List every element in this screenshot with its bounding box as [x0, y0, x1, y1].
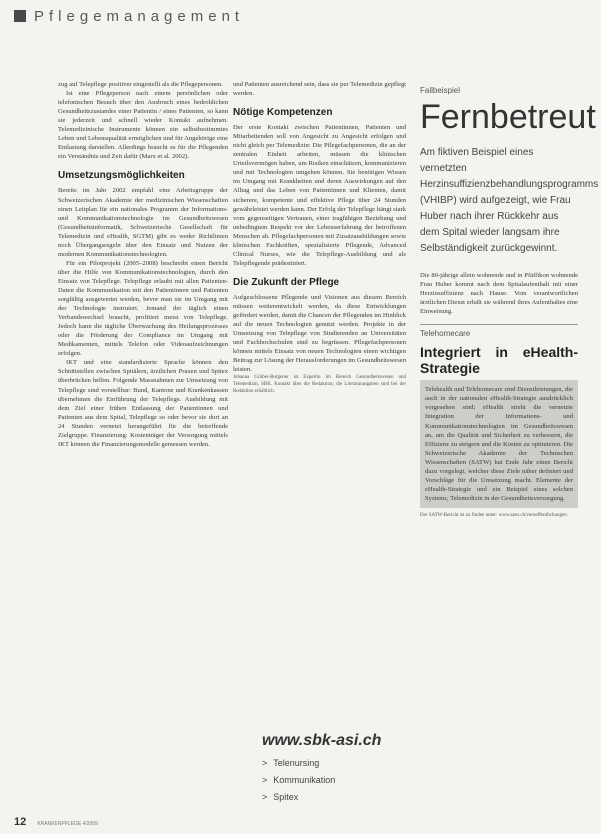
heading-zukunft: Die Zukunft der Pflege [233, 276, 340, 288]
paragraph: und Patienten ausreichend sein, dass sie per Telemedizin gepflegt werden. [233, 81, 406, 98]
box-footnote: Der SATW-Bericht ist zu finden unter: www.satw.ch/veroeffentlichungen [420, 512, 567, 518]
box-text: Telehealth und Telehomecare sind Dienstleistungen, die auch in der nationalen eHealth-Strategie ausdrücklich vorgesehen sind; eHealth strebt die vernetzte Integration der Informations- und Kommunikationstechnologien im Gesundheitswesen an, um die Qualität und Sicherheit zu verbessern, die Effizienz zu steigern und die Kosten zu optimieren. Die Schweizerische Akademie der Technischen Wissenschaften (SATW) hat Ende Jahr einen Bericht dazu vorgelegt, welcher diese Ziele näher definiert und Vorschläge für die Umsetzung macht. Elemente der eHealth-Strategie und ein Beispiel eines solchen Systems, Telemedizin in der Gesundheitsversorgung. [425, 386, 573, 502]
article-column-1 [58, 80, 228, 449]
paragraph: IKT und eine standardisierte Sprache können den Schnittstellen zwischen Spitälern, ärztlichen Praxen und Spitex überbrücken helfen. Folgende Massnahmen zur Umsetzung von Telepflege sind vorstellbar: Bund, Kantone und Krankenkassen übernehmen die Einführung der Telepflege. Ausbildung mit dem Ziel einer frühen Entlassung der Patientinnen und Patienten aus dem Spital, Telepflege so oder bevor sie dort an 24 Stunden vernetzt herangeführt für die betreffende Zielgruppe. Finanzierung: Kostenträger der Versorgung mittels IKT können die Finanzierungsmodelle gemessen werden. [58, 359, 228, 448]
heading-kompetenzen: Nötige Kompetenzen [233, 107, 333, 119]
link-label: Spitex [273, 792, 299, 802]
paragraph: Ist eine Pflegeperson nach einem persönlichen oder telefonischen Besuch über den Ausbruch eines bedrohlichen Gesundheitszustandes einer Patientin / eines Patienten, so kann sie jederzeit und schnell wieder Kontakt aufnehmen. Telemedizinische Instrumente können ein selbstbestimmtes Leben und Lebensqualität ermöglichen und für Angehörige eine Entlastung darstellen. Allerdings braucht es für die Pflegenden ein Verständnis und Zeit dafür (Marx et al. 2002). [58, 90, 228, 161]
arrow-icon: > [262, 792, 268, 802]
article-column-2 [233, 80, 406, 395]
arrow-icon: > [262, 758, 268, 768]
header-square-icon [14, 10, 26, 22]
heading-umsetzung: Umsetzungsmöglichkeiten [58, 170, 185, 182]
paragraph: zug auf Telepflege positiver eingestellt als die Pflegepersonen. [58, 81, 223, 88]
paragraph: Aufgeschlossene Pflegende und Visionen aus diesem Bereich müssen weiterentwickelt werden, da diese Entwicklungen gefördert werden, damit die Chancen der Pflegenden im Hinblick auf die neuen Technologien genutzt werden. Projekte in der Umsetzung von Telepflege von Studierenden an Universitäten und Fachhochschulen sind zu begrüssen. Pflegefachpersonen können mittels Einsatz von neuen Technologien einen wichtigen Beitrag zur Lösung der Herausforderungen im Gesundheitswesen leisten. [233, 293, 406, 374]
section-header [14, 4, 244, 28]
kicker: Fallbeispiel [420, 86, 461, 95]
website-link[interactable]: www.sbk-asi.ch [262, 732, 382, 749]
link-label: Telenursing [273, 758, 320, 768]
link-label: Kommunikation [273, 775, 336, 785]
related-links [262, 755, 335, 806]
box-kicker: Telehomecare [420, 324, 578, 338]
link-item[interactable] [262, 789, 335, 806]
link-item[interactable] [262, 772, 335, 789]
section-title: Pflegemanagement [34, 7, 245, 25]
sidebar-case-study [420, 80, 599, 519]
arrow-icon: > [262, 775, 268, 785]
paragraph: Bereits im Jahr 2002 empfahl eine Arbeitsgruppe der Schweizerischen Akademie der medizinischen Wissenschaften einen Leitplan für ein nationales Programm der Informations- und Kommunikationstechnologie im Gesundheitswesen (Gesundheitsinformatik, Schweizerische Gesellschaft für Telemedizin und eHealth, SGTM) gibt es weder Richtlinien noch Übergangsregeln über den Einsatz und Nutzen der modernen Kommunikationstechnologien. [58, 187, 228, 258]
page-footer [14, 816, 98, 828]
link-item[interactable] [262, 755, 335, 772]
paragraph: Für ein Pilotprojekt (2005–2008) beschreibt einen Bericht über die Hilfe von Kommunikationstechnologien, durch den Einsatz von Telepflege. Telepflege erlaubt mit allen Patienten-Daten die Kommunikation mit den Patientinnen und Patienten sorgfältig ausgewertet werden, bevor man sie im Umgang mit der Technologie instruiert. Jemand der täglich einen Verbandswechsel braucht, profitiert meist von Telepflege. Jedoch kann die tägliche Überwachung des Heilungsprozesses oder die Förderung der Compliance im Umgang mit Medikamenten, mittels Telefon oder Videoaufzeichnungen erfolgen. [58, 259, 228, 358]
author-note: Johanna Grüber-Burgener ist Expertin im Bereich Gesundheitswesen und Telemedizin, SBK. Kontakt über die Redaktion; die Literaturangaben sind bei der Redaktion erhältlich. [233, 375, 406, 395]
page-number: 12 [14, 816, 27, 828]
paragraph: Die 80-jährige allein wohnende und in Pfäffikon wohnende Frau Huber kommt nach dem Spitalaufenthalt mit einer Herzinsuffizienz nach Hause. Vom verantwortlichen ärztlichen Dienst erhält sie während ihres Aufenthaltes eine Einweisung. [420, 272, 578, 316]
lead-text: Am fiktiven Beispiel eines vernetzten Herzinsuffizienzbehandlungsprogramms (VHIBP) wird aufgezeigt, wie Frau Huber nach ihrer Rückkehr aus dem Spital wieder langsam ihre Selbständigkeit zurückgewinnt. [420, 147, 599, 255]
paragraph: Der erste Kontakt zwischen Patientinnen, Patienten und Mitarbeitenden soll von Angesicht zu Angesicht erfolgen und nicht gleich per Telemedizin: Die Pflegefachpersonen, die an der zentralen Einheit arbeiten, müssen die klinischen Urteilsvermögen haben, um Risiken einschätzen, kommunizieren und mit Technologien umgehen können. Sie benötigen Wissen im Umgang mit Krankheiten und deren Auswirkungen auf den Alltag und das Leben von Patientinnen und Klienten, damit sicherere, kompetente und effektive Pflege über 24 Stunden gewährleistet werden kann. Der Erfolg der Telepflege hängt stark vom gegenseitigen Vertrauen, einer tragfähigen Beziehung und unbedingtem Respekt vor der Lebenserfahrung der betroffenen Menschen ab. Pflegefachpersonen mit Zusatzausbildungen sowie klinischen Fachkräften, spezialisierte Pflegende, Advanced Clinical Nurses, wie die Telepflege-Ausbildung und als Telepflegende prädestiniert. [233, 124, 406, 267]
box-heading: Integriert in eHealth-Strategie [420, 344, 578, 377]
info-box [420, 380, 578, 508]
issue-label: KRANKENPFLEGE 4/2009 [37, 821, 98, 827]
big-title: Fernbetreut [420, 98, 596, 137]
